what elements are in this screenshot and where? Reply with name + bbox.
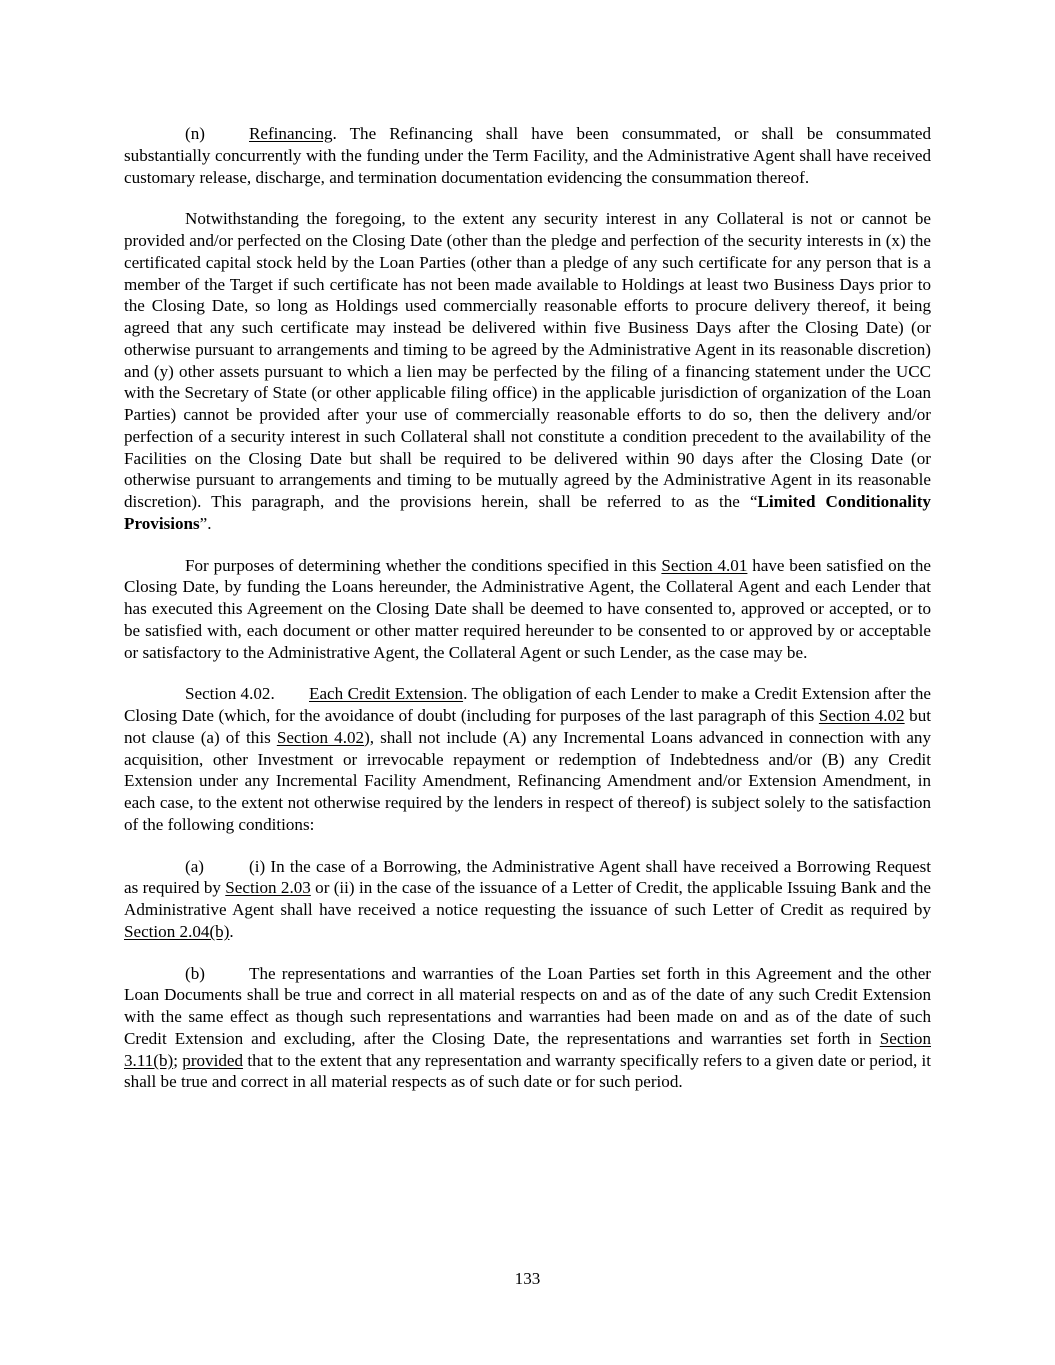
clause-b (124, 963, 931, 1094)
section-label: Section 4.02. (185, 684, 275, 704)
clause-label: (n) (185, 124, 205, 143)
paragraph-text-b: but not clause (a) of this (124, 706, 931, 747)
section-reference: Section 2.04(b) (124, 921, 230, 941)
proviso-term: provided (182, 1050, 244, 1070)
section-4-02 (124, 683, 931, 835)
paragraph-text-b: have been satisfied on the Closing Date, by funding the Loans hereunder, the Administrative Agent, the Collateral Agent and each Lender that has executed this Agreement on the Closing Date shall be deemed to have consented to, approved or accepted, or to be satisfied with, each document or other matter required hereunder to be consented to or approved by or acceptable or satisfactory to the Administrative Agent, the Collateral Agent or such Lender, as the case may be. (124, 555, 931, 662)
paragraph-text-a: For purposes of determining whether the conditions specified in this (185, 555, 662, 575)
paragraph-text-a: . The obligation of each Lender to make a Credit Extension after the Closing Date (which, for the avoidance of doubt (including for purposes of the last paragraph of this (124, 684, 931, 725)
clause-text-a: The representations and warranties of the Loan Parties set forth in this Agreement and the other Loan Documents shall be true and correct in all material respects on and as of the date of any such Credit Extension with the same effect as though such representations and warranties had been made on and as of the date of such Credit Extension and excluding, after the Closing Date, the representations and warranties set forth in (124, 963, 931, 1048)
clause-heading: Refinancing (249, 124, 333, 143)
section-reference: Section 3.11(b) (124, 1028, 931, 1070)
clause-label: (a) (185, 856, 204, 876)
paragraph-notwithstanding (124, 208, 931, 534)
clause-text-a: (i) In the case of a Borrowing, the Administrative Agent shall have received a Borrowing Request as required by (124, 856, 931, 898)
document-page (124, 123, 931, 1113)
paragraph-text-c: ), shall not include (A) any Incremental Loans advanced in connection with any acquisition, other Investment or irrevocable repayment or redemption of Indebtedness and/or (B) any Credit Extension under any Incremental Facility Amendment, Refinancing Amendment and/or Extension Amendment, in each case, to the extent not otherwise required by the lenders in respect of thereof) is subject solely to the satisfaction of the following conditions: (124, 727, 932, 834)
clause-text-b: ; (173, 1050, 183, 1070)
defined-term: Limited Conditionality Provisions (124, 492, 931, 533)
paragraph-end: ”. (199, 513, 212, 533)
paragraph-for-purposes (124, 555, 931, 664)
clause-text: . The Refinancing shall have been consummated, or shall be consummated substantially concurrently with the funding under the Term Facility, and the Administrative Agent shall have received customary release, discharge, and termination documentation evidencing the consummation thereof. (124, 124, 931, 187)
section-reference: Section 4.02 (818, 706, 905, 725)
clause-a (124, 856, 931, 943)
page-number: 133 (514, 1269, 541, 1288)
clause-text-c: . (229, 921, 234, 941)
section-reference: Section 2.03 (225, 878, 311, 898)
section-heading: Each Credit Extension (309, 684, 464, 704)
section-reference: Section 4.02 (276, 727, 365, 747)
paragraph-text: Notwithstanding the foregoing, to the extent any security interest in any Collateral is not or cannot be provided and/or perfected on the Closing Date (other than the pledge and perfection of the security interests in (x) the certificated capital stock held by the Loan Parties (other than a pledge of any such certificate for any person that is a member of the Target if such certificate has not been made available to Holdings at least two Business Days prior to the Closing Date, so long as Holdings used commercially reasonable efforts to procure delivery thereof, it being agreed that any such certificate may instead be delivered within five Business Days after the Closing Date) (or otherwise pursuant to arrangements and timing to be agreed by the Administrative Agent in its reasonable discretion) and (y) other assets pursuant to which a lien may be perfected by the filing of a financing statement under the UCC with the Secretary of State (or other applicable filing office) in the applicable jurisdiction of organization of the Loan Parties) cannot be provided after your use of commercially reasonable efforts to do so, then the delivery and/or perfection of a security interest in such Collateral shall not constitute a condition precedent to the availability of the Facilities on the Closing Date but shall be required to be delivered within 90 days after the Closing Date (or otherwise pursuant to arrangements and timing to be mutually agreed by the Administrative Agent in its reasonable discretion). This paragraph, and the provisions herein, shall be referred to as the “ (124, 209, 931, 511)
clause-text-c: that to the extent that any representation and warranty specifically refers to a given date or period, it shall be true and correct in all material respects as of such date or for such period. (124, 1050, 931, 1092)
section-reference: Section 4.01 (661, 555, 748, 575)
clause-label: (b) (185, 963, 205, 983)
clause-text-b: or (ii) in the case of the issuance of a Letter of Credit, the applicable Issuing Bank and the Administrative Agent shall have received a notice requesting the issuance of such Letter of Credit as required by (124, 878, 931, 919)
paragraph-n-refinancing (124, 123, 931, 188)
